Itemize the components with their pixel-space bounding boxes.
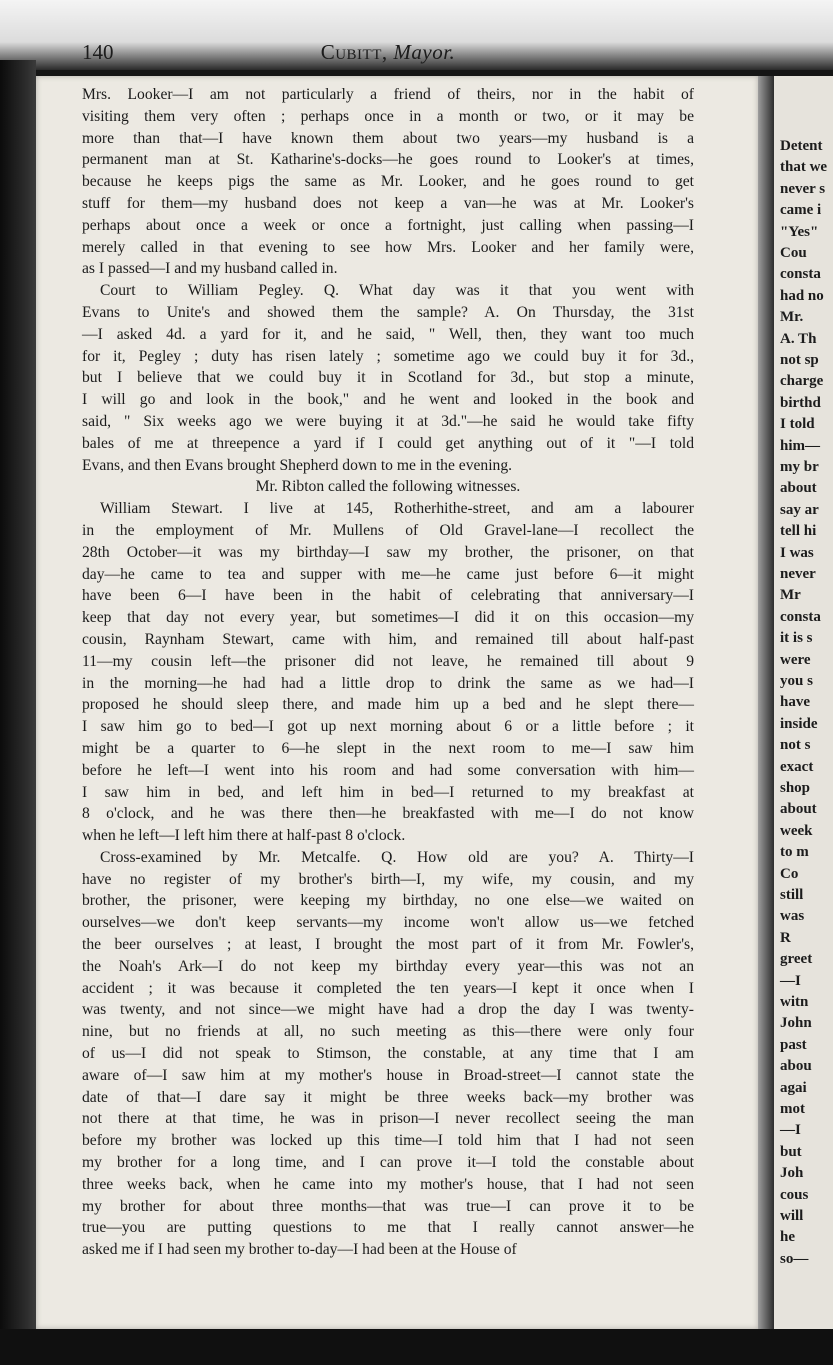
adjacent-page-fragment: will xyxy=(780,1208,804,1224)
adjacent-page-fragment: John xyxy=(780,1015,812,1032)
text-line: my brother for about three months—that was true—I can prove it to be xyxy=(82,1197,694,1215)
adjacent-page-fragment: shop xyxy=(780,780,811,796)
text-line: 11—my cousin left—the prisoner did not leave, he remained till about 9 xyxy=(82,652,694,670)
text-line: nine, but no friends at all, no such meeting as this—there were only four xyxy=(82,1023,694,1041)
adjacent-page-fragment: but xyxy=(780,1143,802,1160)
text-line: in the employment of Mr. Mullens of Old Gravel-lane—I recollect the xyxy=(82,521,694,539)
text-line: Mrs. Looker—I am not particularly a friend of theirs, nor in the habit of xyxy=(82,86,694,103)
text-line: might be a quarter to 6—he slept in the next room to me—I saw him xyxy=(82,739,694,757)
text-line: have no register of my brother's birth—I, my wife, my cousin, and my xyxy=(82,870,694,888)
adjacent-page-fragment: never s xyxy=(780,180,826,197)
text-line: asked me if I had seen my brother to-day—I had been at the House of xyxy=(82,1241,517,1259)
text-line: keep that day not every year, but sometimes—I did it on this occasion—my xyxy=(82,609,694,627)
adjacent-page-fragment: cous xyxy=(780,1186,809,1203)
adjacent-page-fragment: have xyxy=(780,694,810,711)
text-line: have been 6—I have been in the habit of celebrating that anniversary—I xyxy=(82,587,694,605)
adjacent-page-fragment: it is s xyxy=(780,630,813,647)
adjacent-page-fragment: not s xyxy=(780,737,811,754)
text-line: Evans, and then Evans brought Shepherd down to me in the evening. xyxy=(82,456,513,474)
adjacent-page-fragment: consta xyxy=(780,608,821,625)
adjacent-page-fragment: not sp xyxy=(780,352,819,368)
running-head-separator: , xyxy=(381,40,394,64)
text-line: in the morning—he had had a little drop to drink the same as we had—I xyxy=(82,674,694,692)
adjacent-page-fragment: Joh xyxy=(780,1165,804,1182)
page-number: 140 xyxy=(82,40,114,64)
page-header xyxy=(82,40,694,70)
text-line: perhaps about once a week or once a fortnight, just calling when passing—I xyxy=(82,216,694,234)
text-line: not there at that time, he was in prison—I never recollect seeing the man xyxy=(82,1110,694,1128)
text-line: I saw him go to bed—I got up next morning about 6 or a little before ; it xyxy=(82,718,694,736)
adjacent-page-fragment: so— xyxy=(780,1250,809,1267)
adjacent-page-fragment: tell hi xyxy=(780,523,817,540)
adjacent-page-fragment: witn xyxy=(780,994,809,1010)
adjacent-page-fragment: week xyxy=(780,822,813,839)
text-line: the Noah's Ark—I do not keep my birthday every year—this was not an xyxy=(82,957,694,975)
adjacent-page-fragment: —I xyxy=(780,1122,801,1139)
adjacent-page-fragment: about xyxy=(780,801,817,818)
adjacent-page-fragment: Cou xyxy=(780,245,807,261)
text-line: the beer ourselves ; at least, I brought the most part of it from Mr. Fowler's, xyxy=(82,936,694,954)
adjacent-page-fragment: to m xyxy=(780,844,809,861)
adjacent-page-fragment: I told xyxy=(780,416,815,433)
text-line: I saw him in bed, and left him in bed—I returned to my breakfast at xyxy=(82,783,694,801)
text-line: ourselves—we don't keep servants—my income won't allow us—we fetched xyxy=(82,914,694,932)
text-line: was twenty, and not since—we might have had a drop the day I was twenty- xyxy=(82,1001,694,1019)
text-line: accident ; it was because it completed the ten years—I kept it once when I xyxy=(82,979,694,997)
adjacent-page-fragment: were xyxy=(780,651,811,668)
text-line: Court to William Pegley. Q. What day was it that you went with xyxy=(100,282,694,300)
text-line: 8 o'clock, and he was there then—he breakfasted with me—I do not know xyxy=(82,805,694,823)
text-line: bales of me at threepence a yard if I could get anything out of it "—I told xyxy=(82,434,694,452)
adjacent-page xyxy=(774,76,833,1329)
adjacent-page-fragment: still xyxy=(780,887,804,903)
adjacent-page-fragment: "Yes" xyxy=(780,223,819,240)
scan-bottom-edge xyxy=(0,1329,833,1365)
adjacent-page-fragment: past xyxy=(780,1036,807,1053)
adjacent-page-fragment: came i xyxy=(780,202,822,219)
text-line: said, " Six weeks ago we were buying it at 3d."—he said he would take fifty xyxy=(82,412,694,430)
text-line: when he left—I left him there at half-past 8 o'clock. xyxy=(82,827,406,845)
text-line: aware of—I saw him at my mother's house in Broad-street—I cannot state the xyxy=(82,1066,694,1084)
adjacent-page-fragment: Mr. xyxy=(780,309,804,326)
book-binding-edge xyxy=(0,60,36,1365)
adjacent-page-fragment: Co xyxy=(780,865,799,882)
text-line: because he keeps pigs the same as Mr. Looker, and he goes round to get xyxy=(82,173,694,191)
adjacent-page-fragment: birthd xyxy=(780,394,821,411)
adjacent-page-fragment: had no xyxy=(780,287,824,304)
adjacent-page-fragment: was xyxy=(780,908,805,925)
text-line: proposed he should sleep there, and made him up a bed and he slept there— xyxy=(82,696,694,714)
text-line: of us—I did not speak to Stimson, the constable, at any time that I am xyxy=(82,1045,694,1063)
adjacent-page-fragment: say ar xyxy=(780,501,819,518)
running-head-name: Cubitt xyxy=(320,40,382,64)
text-line: cousin, Raynham Stewart, came with him, and remained till about half-past xyxy=(82,630,694,648)
adjacent-page-fragment: agai xyxy=(780,1079,807,1096)
adjacent-page-fragment: never xyxy=(780,566,816,582)
text-line: before my brother was locked up this time—I told him that I had not seen xyxy=(82,1132,694,1150)
text-line: permanent man at St. Katharine's-docks—he goes round to Looker's at times, xyxy=(82,151,694,169)
running-head xyxy=(82,40,694,65)
adjacent-page-fragment: mot xyxy=(780,1101,805,1117)
text-line: William Stewart. I live at 145, Rotherhithe-street, and am a labourer xyxy=(100,500,694,518)
adjacent-page-fragment: my br xyxy=(780,459,819,475)
adjacent-page-fragment: exact xyxy=(780,758,814,775)
text-line: Cross-examined by Mr. Metcalfe. Q. How old are you? A. Thirty—I xyxy=(100,848,694,866)
text-line: my brother for a long time, and I can prove it—I told the constable about xyxy=(82,1154,694,1172)
text-line: before he left—I went into his room and had some conversation with him— xyxy=(82,761,694,779)
text-line: for it, Pegley ; duty has risen lately ; sometime ago we could buy it for 3d., xyxy=(82,347,694,365)
adjacent-page-fragment: —I xyxy=(780,972,801,989)
adjacent-page-fragment: about xyxy=(780,480,817,497)
adjacent-page-fragment: charge xyxy=(780,373,824,390)
text-line: as I passed—I and my husband called in. xyxy=(82,260,338,278)
text-line: merely called in that evening to see how Mrs. Looker and her family were, xyxy=(82,238,694,256)
adjacent-page-fragment: Detent xyxy=(780,138,823,154)
text-line: Evans to Unite's and showed them the sample? A. On Thursday, the 31st xyxy=(82,303,694,321)
adjacent-page-fragment: greet xyxy=(780,951,813,968)
text-line: 28th October—it was my birthday—I saw my brother, the prisoner, on that xyxy=(82,543,694,561)
text-line: true—you are putting questions to me that I really cannot answer—he xyxy=(82,1219,694,1237)
text-line: Mr. Ribton called the following witnesses. xyxy=(255,478,521,496)
adjacent-page-fragment: A. Th xyxy=(780,330,817,347)
text-line: three weeks back, when he came into my mother's house, that I had not seen xyxy=(82,1175,694,1193)
adjacent-page-fragment: Mr xyxy=(780,587,801,604)
adjacent-page-fragment: inside xyxy=(780,715,818,732)
text-line: day—he came to tea and supper with me—he came just before 6—it might xyxy=(82,565,694,583)
adjacent-page-fragment: him— xyxy=(780,437,821,454)
running-head-title: Mayor. xyxy=(393,40,456,64)
adjacent-page-fragment: abou xyxy=(780,1058,812,1075)
text-line: I will go and look in the book," and he went and looked in the book and xyxy=(82,391,694,409)
page-body xyxy=(82,84,694,1261)
text-line: brother, the prisoner, were keeping my birthday, no one else—we waited on xyxy=(82,892,694,910)
text-line: stuff for them—my husband does not keep a van—he was at Mr. Looker's xyxy=(82,194,694,212)
adjacent-page-fragment: R xyxy=(780,929,791,946)
page-gutter xyxy=(758,76,774,1329)
adjacent-page-fragment: he xyxy=(780,1229,795,1246)
text-line: but I believe that we could buy it in Scotland for 3d., but stop a minute, xyxy=(82,369,694,387)
text-line: date of that—I dare say it might be three weeks back—my brother was xyxy=(82,1088,694,1106)
adjacent-page-fragment: I was xyxy=(780,544,814,561)
text-line: visiting them very often ; perhaps once in a month or two, or it may be xyxy=(82,107,694,125)
adjacent-page-fragment: you s xyxy=(780,673,813,689)
adjacent-page-fragment: that we xyxy=(780,159,828,176)
text-line: —I asked 4d. a yard for it, and he said, " Well, then, they want too much xyxy=(82,325,694,343)
text-line: more than that—I have known them about two years—my husband is a xyxy=(82,129,694,147)
adjacent-page-fragment: consta xyxy=(780,266,821,283)
